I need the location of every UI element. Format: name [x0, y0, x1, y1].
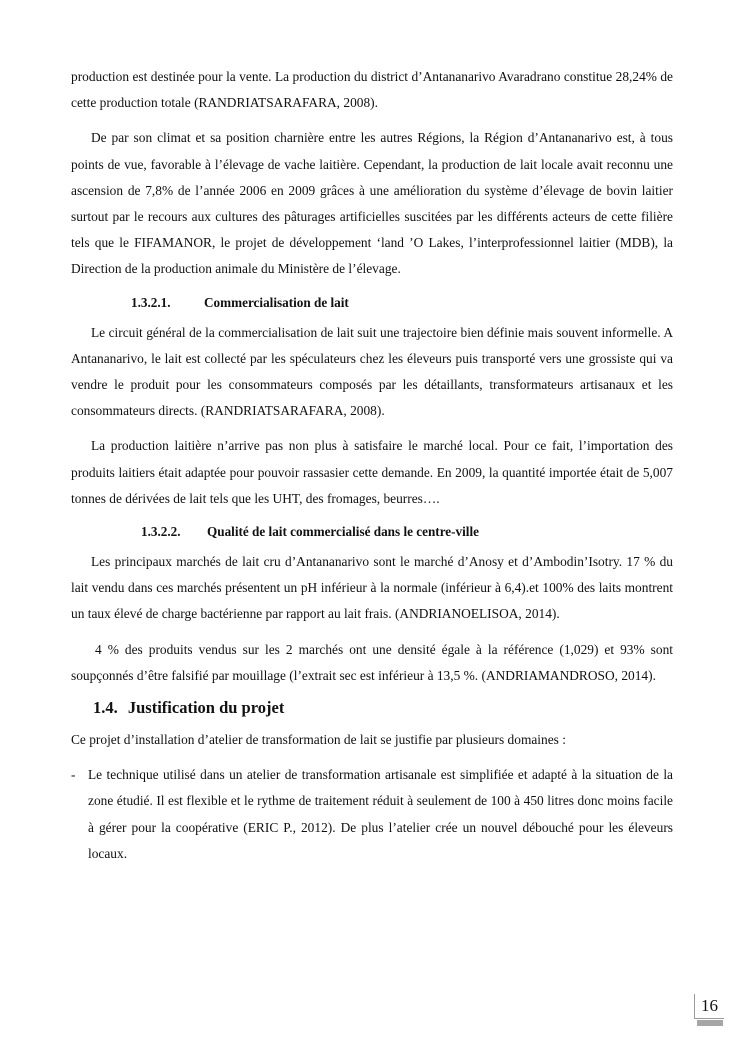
section-title: Justification du projet [127, 698, 285, 718]
paragraph-raw-milk-markets: Les principaux marchés de lait cru d’Antananarivo sont le marché d’Anosy et d’Ambodin’Isotry. 17 % du lait vendu dans ces marchés présentent un pH inférieur à la normale (inférieur à 6,4).et 100% des laits montrent un taux élevé de charge bactérienne par rapport au lait frais. (ANDRIANOELISOA, 2014). [71, 554, 673, 622]
subheading-title: Qualité de lait commercialisé dans le centre-ville [207, 524, 479, 540]
bullet-marker: - [71, 767, 76, 783]
subheading-number: 1.3.2.2. [141, 524, 181, 540]
paragraph-milk-density: 4 % des produits vendus sur les 2 marchés ont une densité égale à la référence (1,029) et 93% sont soupçonnés d’être falsifié par mouillage (l’extrait sec est inférieur à 13,5 %. (ANDRIAMANDROSO, 2014). [71, 641, 673, 683]
bullet-text: Le technique utilisé dans un atelier de transformation artisanale est simplifiée et adapté à la situation de la zone étudié. Il est flexible et le rythme de traitement réduit à seulement de 100 à 450 litres donc moins facile à gérer pour la coopérative (ERIC P., 2012). De plus l’atelier crée un nouvel débouché pour les éleveurs locaux. [88, 767, 673, 861]
subheading-number: 1.3.2.1. [131, 294, 171, 310]
subheading-title: Commercialisation de lait [204, 294, 349, 310]
subheading-commercialisation [71, 290, 673, 316]
paragraph-dairy-import: La production laitière n’arrive pas non plus à satisfaire le marché local. Pour ce fait, l’importation des produits laitiers était adaptée pour pouvoir rassasier cette demande. En 2009, la quantité importée était de 5,007 tonnes de dérivées de lait tels que les UHT, des fromages, beurres…. [71, 438, 673, 506]
bullet-item [71, 762, 673, 867]
paragraph-milk-production-share: production est destinée pour la vente. La production du district d’Antananarivo Avaradrano constitue 28,24% de cette production totale (RANDRIATSARAFARA, 2008). [71, 69, 673, 111]
subheading-milk-quality [71, 519, 673, 545]
paragraph-commercial-circuit: Le circuit général de la commercialisation de lait suit une trajectoire bien définie mais souvent informelle. A Antananarivo, le lait est collecté par les spéculateurs chez les éleveurs puis transporté vers une grossiste qui va vendre le produit pour les consommateurs composés par les détaillants, transformateurs artisanaux et les consommateurs directs. (RANDRIATSARAFARA, 2008). [71, 324, 673, 419]
document-page [71, 64, 673, 867]
page-number: 16 [694, 994, 724, 1019]
section-number: 1.4. [93, 698, 118, 718]
paragraph-antananarivo-region: De par son climat et sa position charnière entre les autres Régions, la Région d’Antananarivo est, à tous points de vue, favorable à l’élevage de vache laitière. Cependant, la production de lait locale avait reconnu une ascension de 7,8% de l’année 2006 en 2009 grâces à une amélioration du système d’élevage de bovin laitier surtout par le recours aux cultures des pâturages artificielles suscitées par les différents acteurs de cette filière tels que le FIFAMANOR, le projet de développement ‘land ’O Lakes, l’interprofessionnel laitier (MDB), la Direction de la production animale du Ministère de l’élevage. [71, 130, 673, 277]
paragraph-project-intro: Ce projet d’installation d’atelier de transformation de lait se justifie par plusieurs domaines : [71, 732, 566, 748]
section-heading-justification [71, 695, 673, 721]
page-number-bar [697, 1020, 723, 1026]
